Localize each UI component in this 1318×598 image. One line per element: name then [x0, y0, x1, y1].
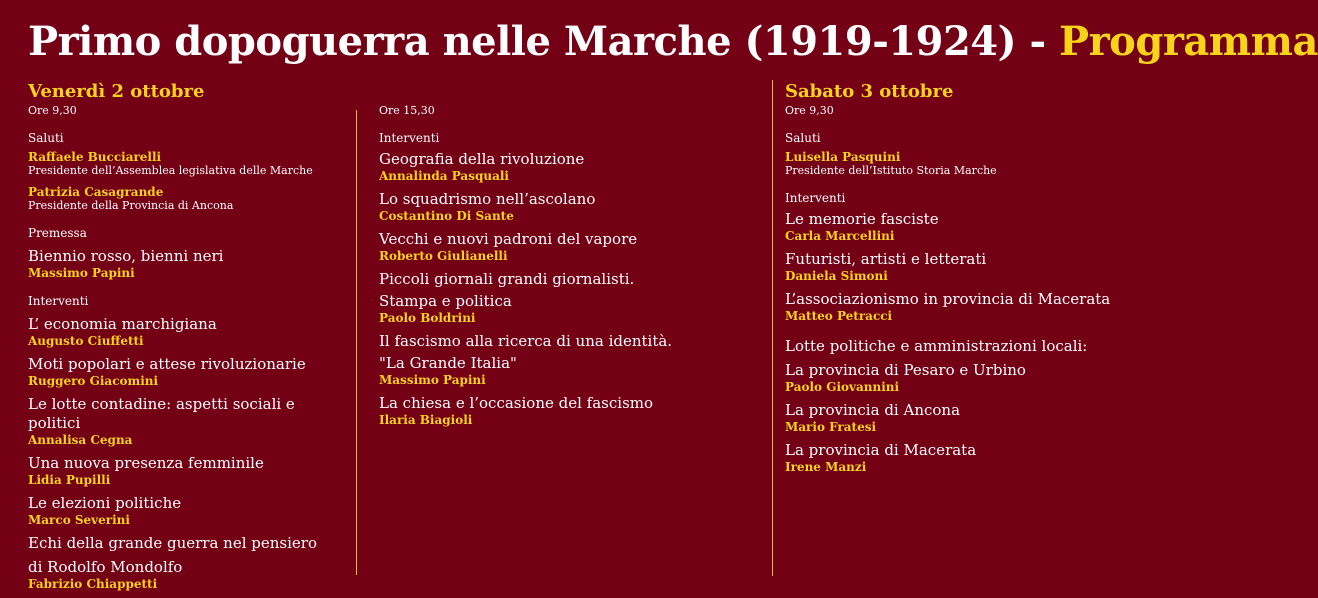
- page-title-main: Primo dopoguerra nelle Marche (1919-1924) -: [28, 18, 1060, 65]
- talk-title: Geografia della rivoluzione: [379, 150, 585, 168]
- session-time: Ore 9,30: [28, 104, 77, 117]
- talk-speaker: Paolo Giovannini: [785, 380, 900, 394]
- session-time: Ore 15,30: [379, 104, 435, 117]
- section-heading: Lotte politiche e amministrazioni locali:: [785, 337, 1088, 355]
- person-role: Presidente dell’Assemblea legislativa delle Marche: [28, 164, 313, 177]
- talk-speaker: Augusto Ciuffetti: [28, 334, 144, 348]
- talk-speaker: Carla Marcellini: [785, 229, 895, 243]
- talk-title: Le elezioni politiche: [28, 494, 182, 512]
- person-name: Patrizia Casagrande: [28, 185, 164, 199]
- talk-title: L’associazionismo in provincia di Macerata: [785, 290, 1111, 308]
- talk-speaker: Lidia Pupilli: [28, 473, 111, 487]
- section-label: Interventi: [785, 191, 846, 205]
- talk-title: La provincia di Ancona: [785, 401, 961, 419]
- column-saturday: [785, 80, 1205, 481]
- talk-speaker: Mario Fratesi: [785, 420, 877, 434]
- talk-title: Una nuova presenza femminile: [28, 454, 264, 472]
- section-label: Interventi: [379, 131, 440, 145]
- person-name: Luisella Pasquini: [785, 150, 901, 164]
- interventi-section: [28, 294, 348, 591]
- talk-title: Il fascismo alla ricerca di una identità.: [379, 332, 673, 350]
- talk-title-continued: Stampa e politica: [379, 292, 512, 310]
- talk-title: Futuristi, artisti e letterati: [785, 250, 987, 268]
- talk-speaker: Ruggero Giacomini: [28, 374, 159, 388]
- greetings-section: [28, 131, 348, 212]
- section-label: Interventi: [28, 294, 89, 308]
- talk-title: Lo squadrismo nell’ascolano: [379, 190, 596, 208]
- talk-title: L’ economia marchigiana: [28, 315, 217, 333]
- local-section: [785, 337, 1205, 474]
- interventi-section: [785, 191, 1205, 323]
- column-divider-2: [772, 80, 773, 576]
- day-heading: Venerdì 2 ottobre: [28, 81, 205, 102]
- talk-speaker: Ilaria Biagioli: [379, 413, 473, 427]
- column-friday-afternoon: [379, 104, 759, 434]
- talk-title: La chiesa e l’occasione del fascismo: [379, 394, 654, 412]
- talk-speaker: Massimo Papini: [28, 266, 135, 280]
- talk-speaker: Fabrizio Chiappetti: [28, 577, 158, 591]
- section-label: Premessa: [28, 226, 87, 240]
- column-divider-1: [356, 110, 357, 575]
- talk-speaker: Irene Manzi: [785, 460, 867, 474]
- talk-speaker: Roberto Giulianelli: [379, 249, 508, 263]
- talk-title: La provincia di Pesaro e Urbino: [785, 361, 1026, 379]
- talk-speaker: Matteo Petracci: [785, 309, 893, 323]
- page-title-accent: Programma: [1059, 18, 1318, 65]
- talk-speaker: Marco Severini: [28, 513, 130, 527]
- talk-title-continued: "La Grande Italia": [379, 354, 517, 372]
- talk-title: Echi della grande guerra nel pensiero: [28, 534, 317, 552]
- talk-title: Piccoli giornali grandi giornalisti.: [379, 270, 635, 288]
- talk-speaker: Daniela Simoni: [785, 269, 888, 283]
- page-title: [28, 14, 1318, 70]
- talk-title: Le lotte contadine: aspetti sociali e politici: [28, 395, 295, 432]
- column-friday: [28, 80, 348, 598]
- talk-title: Le memorie fasciste: [785, 210, 939, 228]
- talk-speaker: Massimo Papini: [379, 373, 486, 387]
- person-role: Presidente della Provincia di Ancona: [28, 199, 234, 212]
- greetings-section: [785, 131, 1205, 177]
- talk-speaker: Annalisa Cegna: [28, 433, 133, 447]
- talk-title: Biennio rosso, bienni neri: [28, 247, 224, 265]
- talk-speaker: Annalinda Pasquali: [379, 169, 509, 183]
- premessa-section: [28, 226, 348, 280]
- talk-title: Moti popolari e attese rivoluzionarie: [28, 355, 306, 373]
- section-label: Saluti: [785, 131, 821, 145]
- section-label: Saluti: [28, 131, 64, 145]
- talk-title: La provincia di Macerata: [785, 441, 977, 459]
- session-time: Ore 9,30: [785, 104, 834, 117]
- talk-speaker: Costantino Di Sante: [379, 209, 514, 223]
- talk-title: Vecchi e nuovi padroni del vapore: [379, 230, 638, 248]
- person-role: Presidente dell’Istituto Storia Marche: [785, 164, 997, 177]
- talk-title-continued: di Rodolfo Mondolfo: [28, 558, 183, 576]
- person-name: Raffaele Bucciarelli: [28, 150, 162, 164]
- talk-speaker: Paolo Boldrini: [379, 311, 476, 325]
- day-heading: Sabato 3 ottobre: [785, 81, 954, 102]
